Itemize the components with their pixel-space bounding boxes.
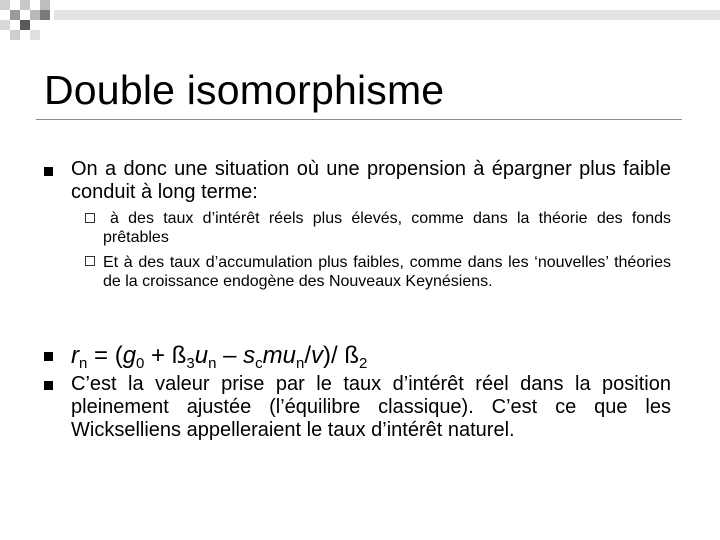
sub-bullet-text: à des taux d’intérêt réels plus élevés, comme dans la théorie des fonds prêtables: [103, 210, 671, 246]
bullet-text: C’est la valeur prise par le taux d’intérêt réel dans la position pleinement ajustée (l’équilibre classique). C’est ce que les Wickselliens appelleraient le taux d’intérêt naturel.: [71, 373, 671, 441]
bullet-square-icon: [44, 167, 53, 176]
bullet-square-icon: [44, 352, 53, 361]
sub-bullet-box-icon: [85, 256, 95, 266]
title-divider: [36, 119, 682, 120]
slide-title: Double isomorphisme: [44, 67, 445, 113]
bullet-text: On a donc une situation où une propension à épargner plus faible conduit à long terme:: [71, 158, 671, 203]
sub-bullet-text: Et à des taux d’accumulation plus faibles, comme dans les ‘nouvelles’ théories de la croissance endogène des Nouveaux Keynésiens.: [103, 254, 671, 290]
header-decoration: [0, 0, 720, 60]
bullet-square-icon: [44, 381, 53, 390]
sub-bullet-box-icon: [85, 213, 95, 223]
formula: $r_n = (g_0$ + $ß_3u_n - s_cmu_n/v)/$ $ß_2$: [71, 342, 368, 372]
